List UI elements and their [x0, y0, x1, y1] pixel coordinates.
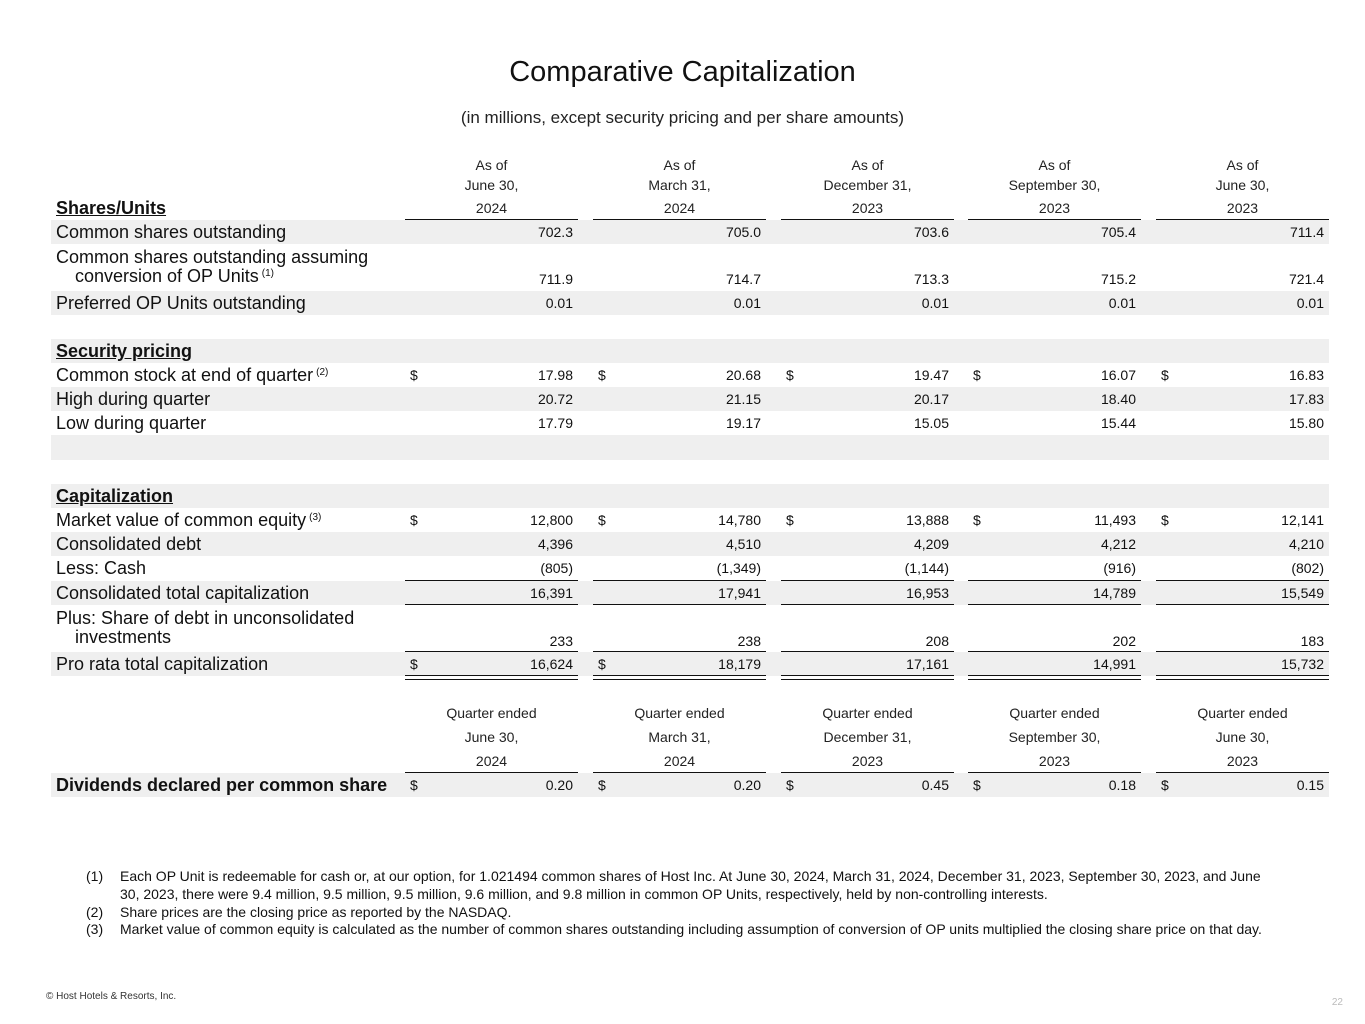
- currency-symbol: $: [1161, 367, 1169, 383]
- row-label: [56, 341, 192, 361]
- row-plus-share-debt: [51, 605, 1329, 652]
- value-cell: 0.01: [921, 295, 949, 311]
- value-cell: 17,161: [906, 656, 949, 672]
- value-cell: 711.4: [1290, 224, 1324, 240]
- row-label: [56, 558, 146, 578]
- quarter-header-year: 2023: [1038, 753, 1071, 769]
- footnote-text: Market value of common equity is calculated as the number of common shares outstanding including assumption of conversion of OP units multiplied the closing share price on that day.: [120, 921, 1262, 937]
- footnote-ref: (3): [309, 512, 322, 523]
- value-cell: (805): [540, 560, 573, 576]
- currency-symbol: $: [973, 777, 981, 793]
- page-subtitle: (in millions, except security pricing and per share amounts): [460, 108, 905, 127]
- value-cell: 15,732: [1281, 656, 1324, 672]
- footnote-text: Each OP Unit is redeemable for cash or, at our option, for 1.021494 common shares of Host Inc. At June 30, 2024, March 31, 2024, December 31, 2023, September 30, 2023, and June 30, 2023, there were 9.4 million, 9.5 million, 9.5 million, 9.6 million, and 9.8 million in common OP Units, respectively, held by non-controlling interests.: [120, 868, 1261, 902]
- value-cell: 4,212: [1100, 536, 1136, 552]
- value-cell: 14,789: [1093, 585, 1136, 601]
- value-cell: 0.01: [1108, 295, 1136, 311]
- currency-symbol: $: [786, 367, 794, 383]
- row-label: Common shares outstanding assuming: [56, 247, 369, 267]
- currency-symbol: $: [598, 656, 606, 672]
- double-underline: [781, 675, 954, 680]
- column-header-as_of: As of: [475, 157, 508, 173]
- row-less-cash: [51, 556, 1329, 580]
- row-label-text: investments: [75, 627, 172, 647]
- row-label-text: Pro rata total capitalization: [56, 654, 269, 674]
- page-number: 22: [1331, 997, 1343, 1008]
- value-cell: 208: [925, 633, 949, 649]
- value-cell: 16.07: [1100, 367, 1136, 383]
- row-label-text: Less: Cash: [56, 558, 147, 578]
- value-cell: 12,141: [1281, 512, 1324, 528]
- value-cell: 0.01: [733, 295, 761, 311]
- row-label: [56, 222, 286, 242]
- row-pro-rata: [51, 652, 1329, 676]
- value-cell: 15.80: [1288, 415, 1324, 431]
- row-label: [56, 534, 201, 554]
- value-cell: 15.44: [1100, 415, 1136, 431]
- value-cell: 13,888: [906, 512, 949, 528]
- currency-symbol: $: [1161, 512, 1169, 528]
- column-header-year: 2023: [1226, 200, 1259, 216]
- row-label: [56, 583, 309, 603]
- value-cell: 17.83: [1288, 391, 1324, 407]
- copyright: © Host Hotels & Resorts, Inc.: [46, 991, 177, 1002]
- value-cell: 0.15: [1296, 777, 1324, 793]
- column-header-year: 2024: [663, 200, 696, 216]
- quarter-header-year: 2024: [663, 753, 696, 769]
- value-cell: 0.01: [1296, 295, 1324, 311]
- value-cell: 713.3: [913, 271, 949, 287]
- column-header-date: June 30,: [464, 177, 519, 193]
- row-label-text: Market value of common equity: [56, 510, 307, 530]
- footnote-text: Share prices are the closing price as reported by the NASDAQ.: [120, 904, 512, 920]
- value-cell: 705.0: [725, 224, 761, 240]
- row-common-shares-conv: [51, 244, 1329, 291]
- row-label: [56, 486, 173, 506]
- row-common-shares: [51, 220, 1329, 244]
- section-capitalization: [51, 484, 1329, 508]
- currency-symbol: $: [410, 777, 418, 793]
- value-cell: 15.05: [913, 415, 949, 431]
- value-cell: (1,144): [904, 560, 949, 576]
- quarter-header-label: Quarter ended: [634, 705, 725, 721]
- currency-symbol: $: [598, 777, 606, 793]
- value-cell: 14,991: [1093, 656, 1136, 672]
- column-header-year: 2023: [851, 200, 884, 216]
- section-security-pricing: [51, 339, 1329, 363]
- double-underline: [1156, 675, 1329, 680]
- value-cell: 233: [549, 633, 573, 649]
- quarter-header-year: 2023: [851, 753, 884, 769]
- currency-symbol: $: [786, 512, 794, 528]
- column-header-as_of: As of: [851, 157, 884, 173]
- value-cell: 19.17: [725, 415, 761, 431]
- currency-symbol: $: [598, 367, 606, 383]
- row-label: Plus: Share of debt in unconsolidated: [56, 608, 355, 628]
- value-cell: 0.20: [733, 777, 761, 793]
- currency-symbol: $: [598, 512, 606, 528]
- double-underline: [405, 675, 578, 680]
- row-label: [56, 413, 206, 433]
- row-label-text: Security pricing: [56, 341, 193, 361]
- value-cell: 18.40: [1100, 391, 1136, 407]
- quarter-header-date: September 30,: [1008, 729, 1101, 745]
- row-label: [56, 389, 210, 409]
- column-header-date: September 30,: [1008, 177, 1101, 193]
- value-cell: 20.68: [725, 367, 761, 383]
- currency-symbol: $: [973, 512, 981, 528]
- spacer-row: [51, 435, 1329, 460]
- row-label-text: Consolidated debt: [56, 534, 202, 554]
- quarter-header-year: 2023: [1226, 753, 1259, 769]
- page-title: Comparative Capitalization: [509, 56, 856, 88]
- column-header-year: 2023: [1038, 200, 1071, 216]
- currency-symbol: $: [410, 367, 418, 383]
- value-cell: 20.72: [537, 391, 573, 407]
- value-cell: 714.7: [725, 271, 761, 287]
- row-label-text: Common stock at end of quarter: [56, 365, 314, 385]
- row-label: [56, 654, 268, 674]
- currency-symbol: $: [786, 777, 794, 793]
- value-cell: 16.83: [1288, 367, 1324, 383]
- section-shares-units: [51, 196, 1329, 219]
- value-cell: 20.17: [913, 391, 949, 407]
- row-preferred-op: [51, 291, 1329, 315]
- value-cell: 11,493: [1094, 512, 1136, 528]
- column-header-as_of: As of: [1226, 157, 1259, 173]
- row-label-text: conversion of OP Units: [75, 266, 259, 286]
- footnote-mark: (3): [86, 921, 104, 937]
- value-cell: 711.9: [539, 271, 573, 287]
- row-label-text: Common shares outstanding: [56, 222, 287, 242]
- value-cell: 705.4: [1100, 224, 1136, 240]
- quarter-header-date: June 30,: [1215, 729, 1270, 745]
- footnote-mark: (2): [86, 904, 104, 920]
- value-cell: 16,953: [906, 585, 949, 601]
- row-market-value: [51, 508, 1329, 532]
- currency-symbol: $: [410, 512, 418, 528]
- currency-symbol: $: [1161, 777, 1169, 793]
- row-consolidated-total: [51, 581, 1329, 605]
- footnote-ref: (1): [261, 268, 274, 279]
- column-header-date: June 30,: [1215, 177, 1270, 193]
- row-label-text: Consolidated total capitalization: [56, 583, 310, 603]
- value-cell: 17.79: [537, 415, 573, 431]
- value-cell: 16,624: [530, 656, 573, 672]
- value-cell: 4,210: [1288, 536, 1324, 552]
- value-cell: 702.3: [537, 224, 573, 240]
- row-label-text: Capitalization: [56, 486, 174, 506]
- quarter-header-date: March 31,: [648, 729, 711, 745]
- value-cell: 238: [737, 633, 761, 649]
- quarter-header-label: Quarter ended: [1197, 705, 1288, 721]
- value-cell: 17,941: [718, 585, 761, 601]
- row-label: [56, 510, 321, 530]
- column-header-as_of: As of: [663, 157, 696, 173]
- double-underline: [593, 675, 766, 680]
- row-consolidated-debt: [51, 532, 1329, 556]
- value-cell: (802): [1291, 560, 1324, 576]
- column-header-as_of: As of: [1038, 157, 1071, 173]
- value-cell: 0.20: [545, 777, 573, 793]
- row-label-text: Low during quarter: [56, 413, 207, 433]
- row-low: [51, 411, 1329, 435]
- value-cell: 4,396: [537, 536, 573, 552]
- value-cell: 16,391: [530, 585, 573, 601]
- value-cell: 202: [1112, 633, 1136, 649]
- row-label-text: High during quarter: [56, 389, 211, 409]
- value-cell: 183: [1300, 633, 1324, 649]
- row-label-text: Dividends declared per common share: [56, 775, 388, 795]
- value-cell: (916): [1103, 560, 1136, 576]
- value-cell: 17.98: [537, 367, 573, 383]
- value-cell: 721.4: [1288, 271, 1324, 287]
- footnote-ref: (2): [316, 367, 329, 378]
- row-high: [51, 387, 1329, 411]
- value-cell: 14,780: [718, 512, 761, 528]
- quarter-header-label: Quarter ended: [1009, 705, 1100, 721]
- row-label-text: Shares/Units: [56, 198, 167, 218]
- double-underline: [968, 675, 1141, 680]
- footnote-mark: (1): [86, 868, 104, 884]
- value-cell: 0.01: [545, 295, 573, 311]
- quarter-header-year: 2024: [475, 753, 508, 769]
- column-header-date: December 31,: [823, 177, 912, 193]
- quarter-header-label: Quarter ended: [446, 705, 537, 721]
- value-cell: 12,800: [530, 512, 573, 528]
- row-label: [56, 293, 306, 313]
- quarter-header-date: December 31,: [823, 729, 912, 745]
- column-header-year: 2024: [475, 200, 508, 216]
- value-cell: 0.18: [1108, 777, 1136, 793]
- quarter-header-label: Quarter ended: [822, 705, 913, 721]
- currency-symbol: $: [410, 656, 418, 672]
- row-label: [56, 365, 328, 385]
- value-cell: 18,179: [718, 656, 761, 672]
- row-label-cont: [56, 627, 171, 647]
- quarter-header-date: June 30,: [464, 729, 519, 745]
- column-header-date: March 31,: [648, 177, 711, 193]
- value-cell: 0.45: [921, 777, 949, 793]
- row-label-text: Preferred OP Units outstanding: [56, 293, 306, 313]
- value-cell: 4,209: [913, 536, 949, 552]
- row-common-stock-end: [51, 363, 1329, 387]
- currency-symbol: $: [973, 367, 981, 383]
- row-dividends: [51, 773, 1329, 797]
- value-cell: 19.47: [913, 367, 949, 383]
- row-label-cont: [56, 266, 274, 286]
- row-label: [56, 775, 387, 795]
- value-cell: 715.2: [1100, 271, 1136, 287]
- value-cell: 15,549: [1281, 585, 1324, 601]
- row-label: [56, 198, 166, 218]
- value-cell: 4,510: [725, 536, 761, 552]
- value-cell: 703.6: [913, 224, 949, 240]
- value-cell: 21.15: [725, 391, 761, 407]
- value-cell: (1,349): [716, 560, 761, 576]
